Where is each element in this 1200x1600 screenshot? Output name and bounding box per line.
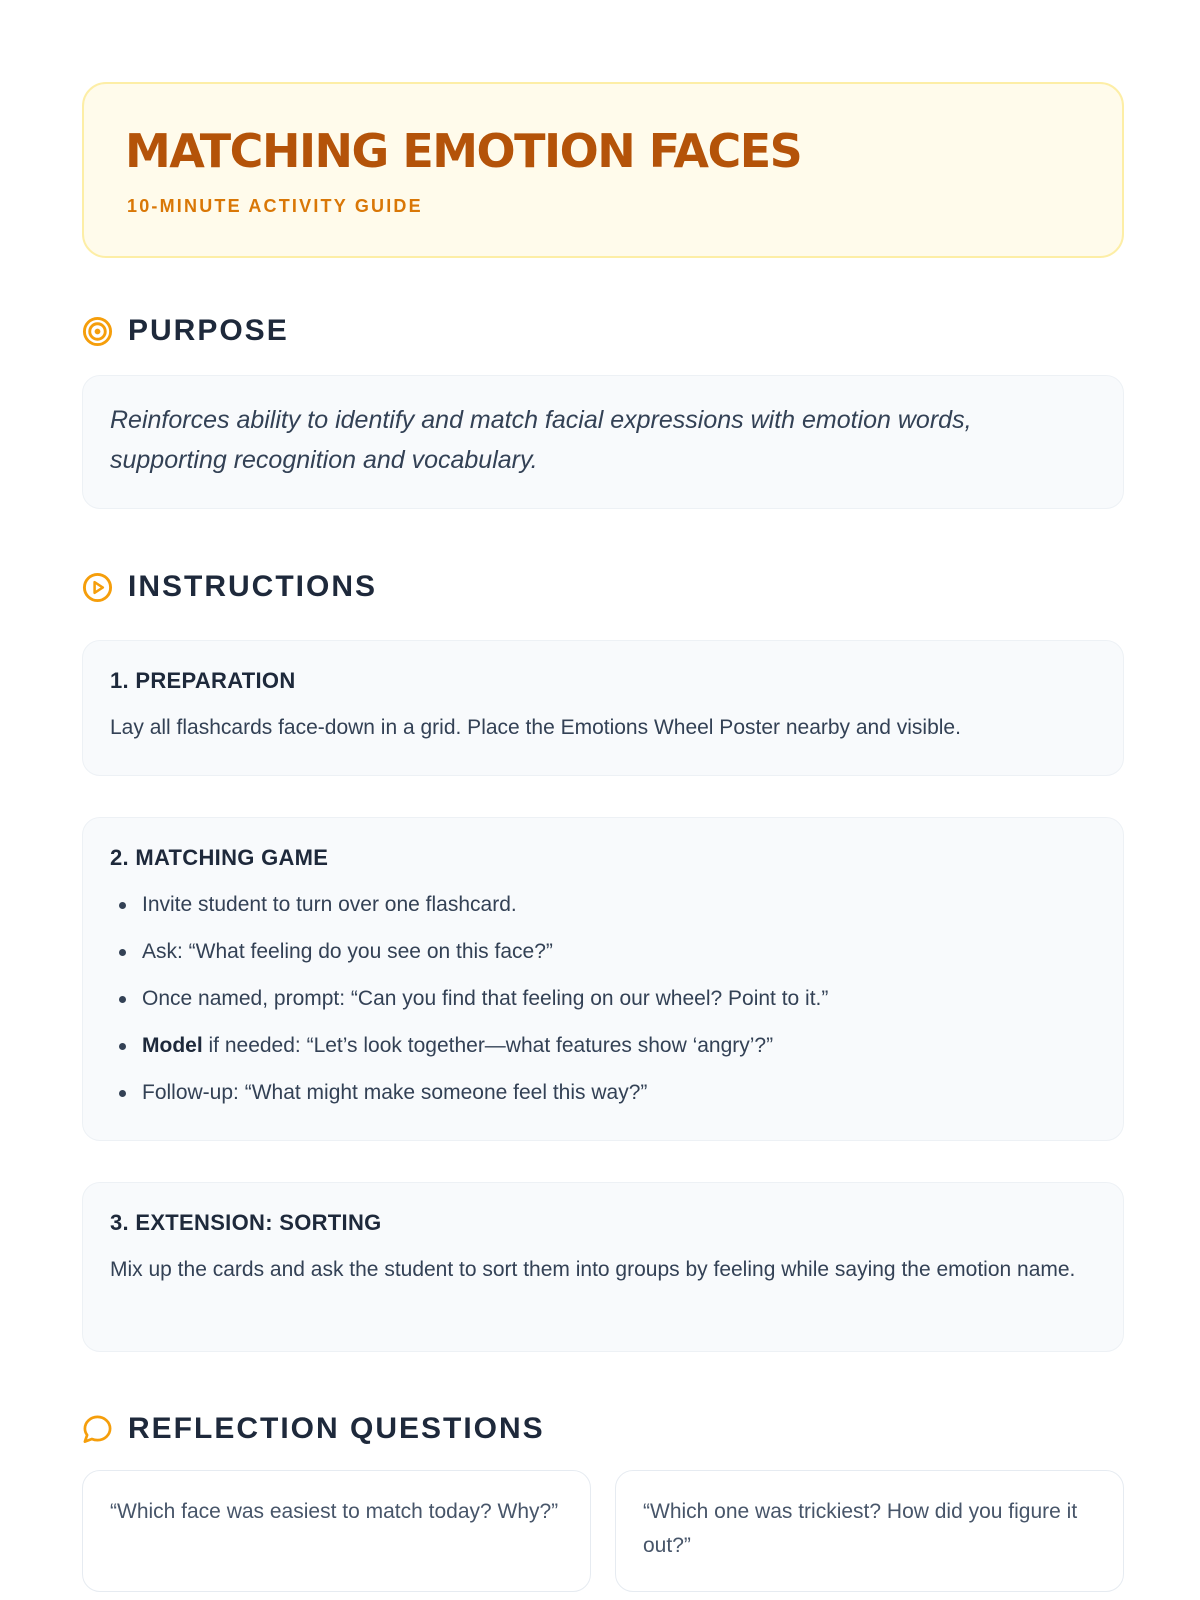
list-item: Once named, prompt: “Can you find that feeling on our wheel? Point to it.” [110,984,828,1031]
page-subtitle: 10-MINUTE ACTIVITY GUIDE [127,196,423,216]
instructions-heading-label: INSTRUCTIONS [128,570,377,603]
purpose-heading-label: PURPOSE [128,314,289,347]
bold-term: Model [142,1034,203,1057]
list-item-text: if needed: “Let’s look together—what features show ‘angry’?” [202,1034,774,1057]
step-extension-card [82,1182,1124,1352]
header-card [82,82,1124,258]
play-circle-icon [82,572,113,603]
purpose-text: Reinforces ability to identify and match facial expressions with emotion words, supporting recognition and vocabulary. [110,406,972,474]
instructions-heading [82,567,377,607]
step-matching-game-card [82,817,1124,1141]
list-item: Ask: “What feeling do you see on this face?” [110,937,828,984]
list-item [110,1031,828,1078]
speech-bubble-icon [82,1414,113,1445]
reflection-heading [82,1409,545,1449]
list-item: Invite student to turn over one flashcard. [110,890,828,937]
matching-game-list [110,890,828,1125]
page-title: MATCHING EMOTION FACES [125,124,802,178]
reflection-heading-label: REFLECTION QUESTIONS [128,1412,545,1445]
step-title: 1. PREPARATION [110,668,296,693]
step-preparation-card [82,640,1124,776]
reflection-question-text: “Which face was easiest to match today? Why?” [110,1500,559,1523]
target-icon [82,316,113,347]
reflection-question-card [82,1470,591,1592]
step-title: 3. EXTENSION: SORTING [110,1210,382,1235]
purpose-card [82,375,1124,509]
reflection-question-text: “Which one was trickiest? How did you figure it out?” [643,1500,1078,1557]
step-title: 2. MATCHING GAME [110,845,329,870]
reflection-question-card [615,1470,1124,1592]
step-text: Mix up the cards and ask the student to sort them into groups by feeling while saying the emotion name. [110,1258,1076,1281]
list-item: Follow-up: “What might make someone feel this way?” [110,1078,828,1125]
purpose-heading [82,311,289,351]
step-text: Lay all flashcards face-down in a grid. Place the Emotions Wheel Poster nearby and visible. [110,716,961,739]
